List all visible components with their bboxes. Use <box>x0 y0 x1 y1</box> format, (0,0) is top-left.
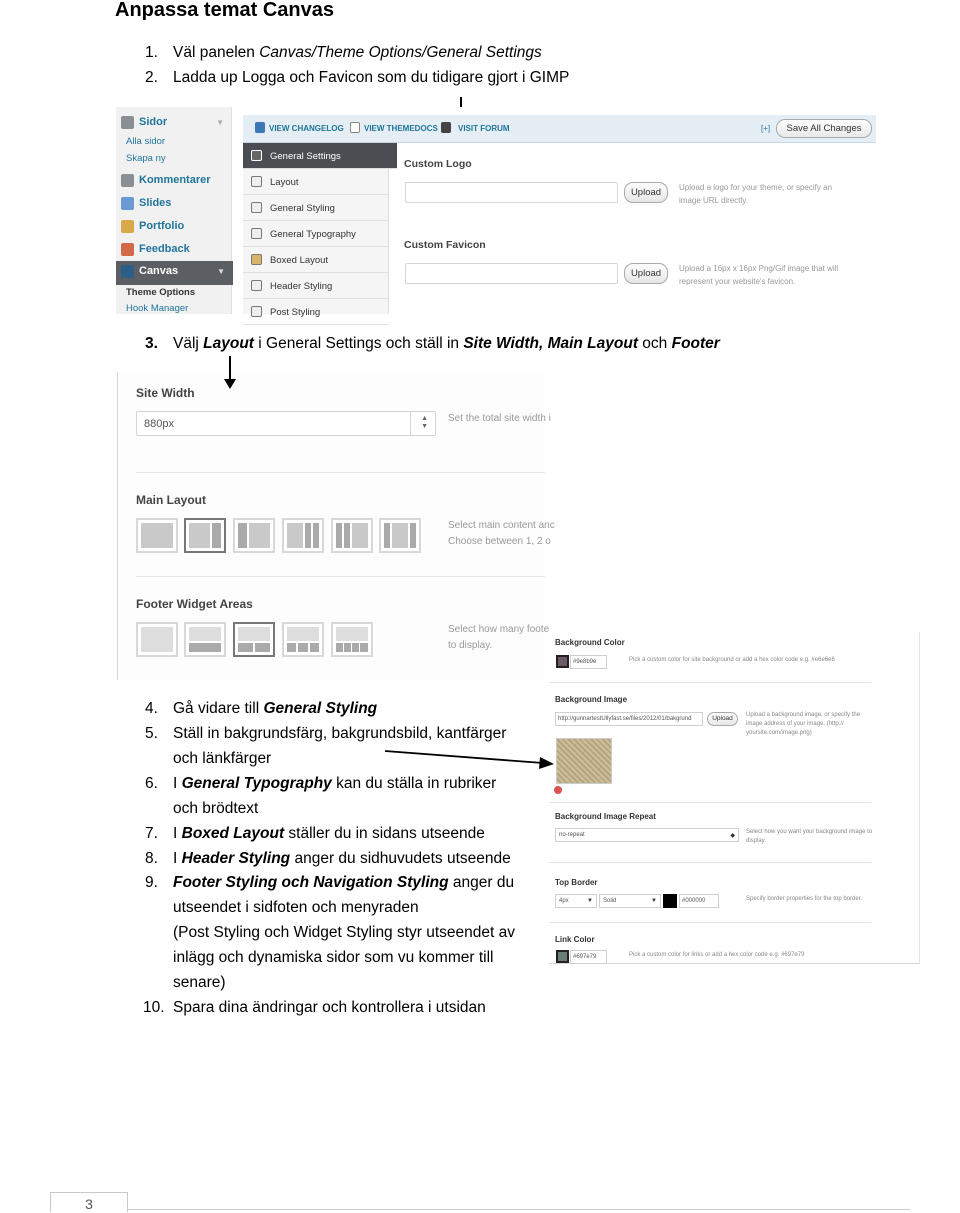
box-icon <box>251 254 262 265</box>
site-width-title: Site Width <box>136 386 195 400</box>
step-3: 3. Välj Layout i General Settings och ställ in Site Width, Main Layout och Footer <box>145 335 720 352</box>
view-themedocs-link[interactable]: VIEW THEMEDOCS <box>364 124 438 133</box>
background-image-upload-button[interactable]: Upload <box>707 712 738 726</box>
select-arrows-icon: ▲ ▼ <box>421 415 428 430</box>
top-border-help: Specify border properties for the top border. <box>746 896 863 902</box>
chevron-down-icon: ◆ <box>730 833 735 839</box>
step-2: 2. Ladda up Logga och Favicon som du tidigare gjort i GIMP <box>145 69 570 86</box>
chevron-down-icon: ▼ <box>216 118 224 127</box>
step-9-cont-2: (Post Styling och Widget Styling styr utseendet av <box>173 924 516 941</box>
footer-rule <box>50 1209 910 1210</box>
top-border-title: Top Border <box>555 878 598 887</box>
layout-sidebar-content[interactable] <box>233 518 275 553</box>
document-icon <box>350 122 360 133</box>
background-repeat-title: Background Image Repeat <box>555 812 656 821</box>
layout-sidebar-content-sidebar[interactable] <box>379 518 421 553</box>
step-9-cont-4: senare) <box>173 974 226 991</box>
chevron-down-icon: ▼ <box>587 898 593 904</box>
background-repeat-select[interactable]: no-repeat ◆ <box>555 828 739 842</box>
background-color-swatch[interactable] <box>556 655 569 668</box>
layout-one-column[interactable] <box>136 518 178 553</box>
site-width-help: Set the total site width i <box>448 413 551 424</box>
footer-three-widgets[interactable] <box>282 622 324 657</box>
background-color-title: Background Color <box>555 638 625 647</box>
footer-one-widget[interactable] <box>184 622 226 657</box>
custom-favicon-title: Custom Favicon <box>404 239 486 251</box>
custom-logo-help: Upload a logo for your theme, or specify an image URL directly. <box>679 183 832 205</box>
step-5-cont: och länkfärger <box>173 750 272 767</box>
nav-boxed-layout[interactable]: Boxed Layout <box>243 247 389 273</box>
main-layout-title: Main Layout <box>136 493 207 507</box>
post-icon <box>251 306 262 317</box>
menu-theme-options[interactable]: Theme Options <box>126 287 196 298</box>
menu-skapa-ny[interactable]: Skapa ny <box>126 153 166 164</box>
background-image-preview <box>556 738 612 784</box>
theme-options-screenshot <box>116 107 876 318</box>
link-color-title: Link Color <box>555 935 595 944</box>
footer-two-widgets[interactable] <box>233 622 275 657</box>
footer-widget-areas-title: Footer Widget Areas <box>136 597 253 611</box>
nav-layout[interactable]: Layout <box>243 169 389 195</box>
user-icon <box>441 122 451 133</box>
wp-admin-menu <box>116 107 232 314</box>
footer-four-widgets[interactable] <box>331 622 373 657</box>
chevron-down-icon: ▼ <box>217 267 225 276</box>
background-color-help: Pick a custom color for site background or add a hex color code e.g. #e6e6e6 <box>629 657 835 663</box>
nav-header-styling[interactable]: Header Styling <box>243 273 389 299</box>
step-6: 6. I General Typography kan du ställa in rubriker <box>145 775 497 792</box>
background-image-help: Upload a background image, or specify the image address of your image. (http:// yoursite.com/image.png) <box>746 712 861 736</box>
layout-two-sidebars-content[interactable] <box>331 518 373 553</box>
menu-kommentarer[interactable]: Kommentarer <box>116 170 232 192</box>
wrench-icon <box>251 150 262 161</box>
step-10: 10. Spara dina ändringar och kontrollera i utsidan <box>143 999 486 1016</box>
link-color-swatch[interactable] <box>556 950 569 963</box>
view-changelog-link[interactable]: VIEW CHANGELOG <box>269 124 344 133</box>
page-number: 3 <box>85 1196 93 1212</box>
search-icon <box>255 122 265 133</box>
footer-no-widgets[interactable] <box>136 622 178 657</box>
pointer-arrow-3 <box>383 746 555 770</box>
link-color-input[interactable]: #697e79 <box>570 950 607 964</box>
chevron-down-icon: ▼ <box>651 898 657 904</box>
layout-content-two-sidebars[interactable] <box>282 518 324 553</box>
background-color-input[interactable]: #9e8b9e <box>570 655 607 669</box>
woo-icon <box>121 265 134 278</box>
menu-hook-manager[interactable]: Hook Manager <box>126 303 189 314</box>
layout-settings-screenshot <box>117 372 555 680</box>
remove-image-icon[interactable] <box>554 786 562 794</box>
step-7: 7. I Boxed Layout ställer du in sidans utseende <box>145 825 485 842</box>
menu-canvas[interactable]: Canvas ▼ <box>116 261 233 285</box>
custom-logo-input[interactable] <box>405 182 618 203</box>
top-border-color-swatch[interactable] <box>663 894 677 908</box>
nav-general-settings[interactable]: General Settings <box>243 143 397 169</box>
header-icon <box>251 280 262 291</box>
menu-slides[interactable]: Slides <box>116 193 232 215</box>
custom-logo-upload-button[interactable]: Upload <box>624 182 668 203</box>
background-repeat-help: Select how you want your background image to display. <box>746 829 873 844</box>
feedback-icon <box>121 243 134 256</box>
layout-icon <box>251 176 262 187</box>
footer-widget-areas-help: Select how many foote to display. <box>448 624 550 651</box>
step-1: 1. Väl panelen Canvas/Theme Options/General Settings <box>145 44 542 61</box>
paint-bucket-icon <box>251 202 262 213</box>
expand-all-link[interactable]: [+] <box>761 124 771 133</box>
theme-options-nav <box>243 143 389 318</box>
pages-icon <box>121 116 134 129</box>
pencil-icon <box>121 220 134 233</box>
slides-icon <box>121 197 134 210</box>
background-image-title: Background Image <box>555 695 628 704</box>
step-6-cont: och brödtext <box>173 800 259 817</box>
nav-general-typography[interactable]: General Typography <box>243 221 389 247</box>
save-all-changes-button[interactable]: Save All Changes <box>776 119 872 138</box>
step-9-cont-1: utseendet i sidfoten och menyraden <box>173 899 419 916</box>
document-title: Anpassa temat Canvas <box>115 0 334 21</box>
layout-content-sidebar[interactable] <box>184 518 226 553</box>
comments-icon <box>121 174 134 187</box>
page-number-tab <box>50 1192 128 1212</box>
top-border-width-select[interactable]: 4px ▼ <box>555 894 597 908</box>
site-width-select[interactable]: 880px ▲ ▼ <box>136 411 436 436</box>
menu-sidor[interactable]: Sidor ▼ <box>116 112 232 134</box>
top-border-color-input[interactable]: #000000 <box>679 894 719 908</box>
typography-icon <box>251 228 262 239</box>
nav-general-styling[interactable]: General Styling <box>243 195 389 221</box>
step-9: 9. Footer Styling och Navigation Styling anger du <box>145 874 515 891</box>
custom-favicon-input[interactable] <box>405 263 618 284</box>
custom-logo-title: Custom Logo <box>404 158 472 170</box>
top-border-style-select[interactable]: Solid ▼ <box>599 894 661 908</box>
nav-post-styling[interactable]: Post Styling <box>243 299 389 325</box>
general-styling-screenshot <box>549 632 920 964</box>
main-layout-help: Select main content anc Choose between 1, 2 o <box>448 520 555 547</box>
step-4: 4. Gå vidare till General Styling <box>145 700 378 717</box>
custom-favicon-upload-button[interactable]: Upload <box>624 263 668 284</box>
menu-alla-sidor[interactable]: Alla sidor <box>126 136 166 147</box>
link-color-help: Pick a custom color for links or add a hex color code e.g. #697e79 <box>629 952 805 958</box>
theme-options-toolbar <box>243 115 876 143</box>
pointer-arrow-2 <box>221 356 239 390</box>
background-image-input[interactable]: http://gunnartestUllyfast.se/files/2012/01/bakgrund <box>555 712 703 726</box>
menu-portfolio[interactable]: Portfolio <box>116 216 232 238</box>
step-8: 8. I Header Styling anger du sidhuvudets utseende <box>145 850 511 867</box>
visit-forum-link[interactable]: VISIT FORUM <box>458 124 510 133</box>
menu-feedback[interactable]: Feedback <box>116 239 232 261</box>
custom-favicon-help: Upload a 16px x 16px Png/Gif image that will represent your website's favicon. <box>679 264 839 286</box>
step-5: 5. Ställ in bakgrundsfärg, bakgrundsbild, kantfärger <box>145 725 507 742</box>
step-9-cont-3: inlägg och dynamiska sidor som vu kommer till <box>173 949 494 966</box>
